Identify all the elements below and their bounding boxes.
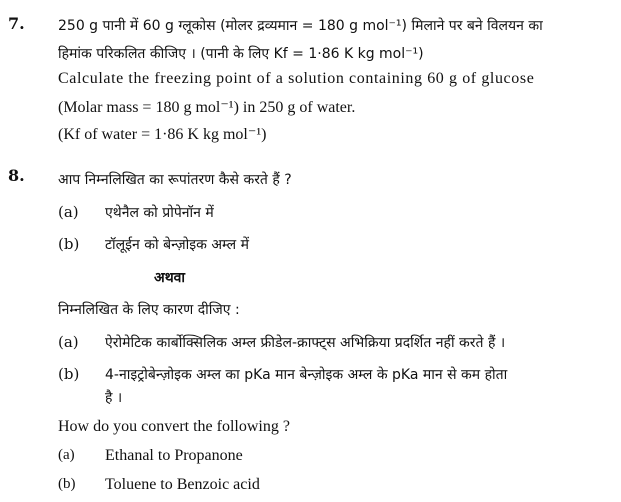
q8-reason-b-line-1: 4-नाइट्रोबेन्ज़ोइक अम्ल का pKa मान बेन्ज़ोइक अम्ल के pKa मान से कम होता bbox=[105, 367, 508, 383]
q8-hindi-option-a-label: (a) bbox=[58, 203, 79, 221]
q7-hindi-line-1: 250 g पानी में 60 g ग्लूकोस (मोलर द्रव्यमान = 180 g mol⁻¹) मिलाने पर बने विलयन का bbox=[58, 18, 543, 34]
q8-reason-b-line-2: है । bbox=[105, 390, 123, 406]
or-separator: अथवा bbox=[154, 270, 186, 286]
q7-english-line-1: Calculate the freezing point of a solution containing 60 g of glucose bbox=[58, 70, 535, 87]
q8-english-intro: How do you convert the following ? bbox=[58, 418, 290, 435]
q8-hindi-reason-intro: निम्नलिखित के लिए कारण दीजिए : bbox=[58, 302, 240, 318]
question-8-number: 8. bbox=[8, 166, 25, 185]
q7-hindi-line-2: हिमांक परिकलित कीजिए । (पानी के लिए Kf = 1·86 K kg mol⁻¹) bbox=[58, 46, 424, 62]
q8-hindi-option-a: एथेनैल को प्रोपेनॉन में bbox=[105, 205, 214, 221]
q8-hindi-option-b-label: (b) bbox=[58, 235, 80, 253]
q8-reason-b-label: (b) bbox=[58, 365, 80, 383]
q8-hindi-intro: आप निम्नलिखित का रूपांतरण कैसे करते हैं ? bbox=[58, 172, 292, 188]
q8-reason-a-label: (a) bbox=[58, 333, 79, 351]
q8-english-option-b-label: (b) bbox=[58, 476, 76, 492]
q7-english-line-3: (Kf of water = 1·86 K kg mol⁻¹) bbox=[58, 126, 267, 143]
q7-english-line-2: (Molar mass = 180 g mol⁻¹) in 250 g of water. bbox=[58, 99, 356, 116]
q8-hindi-option-b: टॉलूईन को बेन्ज़ोइक अम्ल में bbox=[105, 237, 249, 253]
q8-english-option-a-label: (a) bbox=[58, 447, 75, 463]
q8-reason-a: ऐरोमेटिक कार्बोक्सिलिक अम्ल फ्रीडेल-क्राफ्ट्स अभिक्रिया प्रदर्शित नहीं करते हैं । bbox=[105, 335, 506, 351]
q8-english-option-a: Ethanal to Propanone bbox=[105, 447, 243, 464]
question-7-number: 7. bbox=[8, 14, 25, 33]
q8-english-option-b: Toluene to Benzoic acid bbox=[105, 476, 260, 493]
